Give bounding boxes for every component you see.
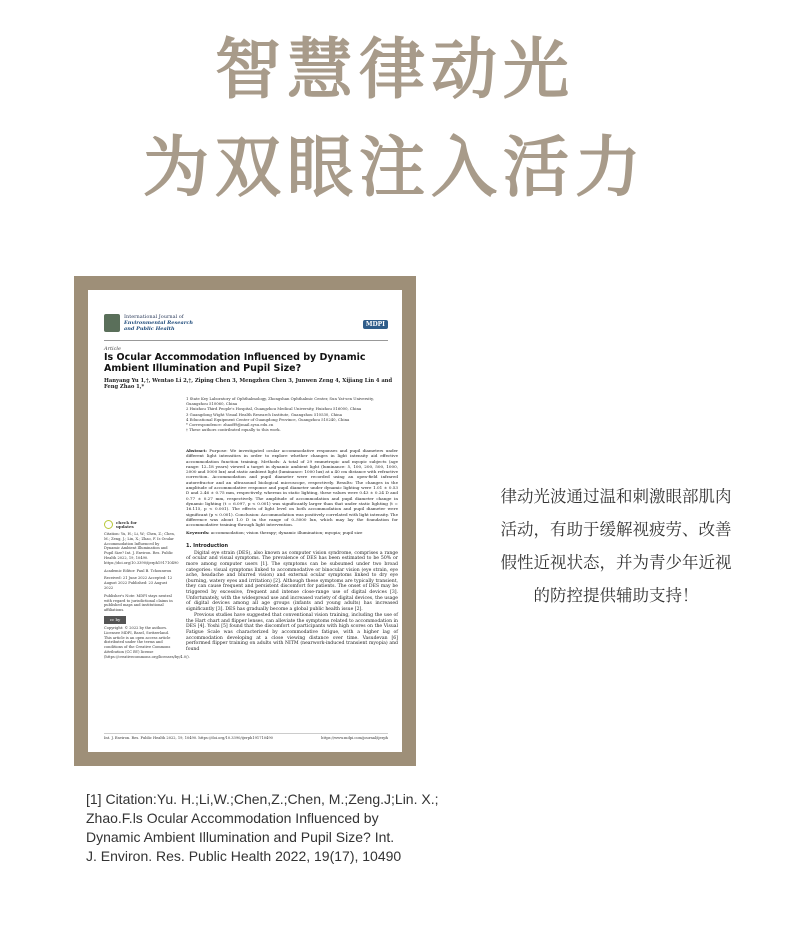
side-dates: Received: 21 June 2022 Accepted: 12 August 2022 Published: 23 August 2022 — [104, 576, 173, 590]
side-editor: Academic Editor: Paul B. Tchounwou — [104, 568, 172, 573]
main-column — [186, 448, 398, 653]
description-line: 律动光波通过温和刺激眼部肌肉 — [500, 487, 732, 506]
citation-line: Zhao.F.ls Ocular Accommodation Influenced by — [86, 810, 379, 826]
journal-prefix: International Journal of — [124, 314, 184, 320]
paper-footer — [104, 733, 388, 740]
intro-heading: 1. Introduction — [186, 542, 229, 549]
paper-frame — [74, 276, 416, 766]
description-text — [456, 480, 776, 612]
affiliation-row: * Correspondence: zhaoff9@mail.sysu.edu.cn — [186, 422, 274, 428]
affiliations — [186, 396, 396, 432]
citation-line: [1] Citation:Yu. H.;Li,W.;Chen,Z.;Chen, M.;Zeng.J;Lin. X.; — [86, 791, 439, 807]
paper-title: Is Ocular Accommodation Influenced by Dynamic Ambient Illumination and Pupil Size? — [104, 352, 366, 374]
affiliation-row: 2 Huizhou Third People's Hospital, Guangzhou Medical University, Huizhou 516000, China — [186, 406, 362, 412]
citation-line: Dynamic Ambient Illumination and Pupil Size? Int. — [86, 829, 395, 845]
check-updates-icon — [104, 520, 113, 529]
journal-header — [104, 314, 388, 340]
headline-line-2: 为双眼注入活力 — [143, 129, 647, 206]
abstract-text: Purpose: We investigated ocular accommodative responses and pupil diameters under different light intensities in order to explore whether changes in light intensity aid effective accommodation function training. Methods: A total of 29 emmetropic and myopic subjects (age range: 12–18 years) viewed a target in dynamic ambient light (luminance: 5, 100, 200, 500, 1000, 2000 and 5000 lux) and static ambient light (luminance: 1000 lux) at a 40 cm distance with refractive correction. Accommodation and pupil diameter were recorded using an open-field infrared autorefractor and an ultrasound biological microscope, respectively. Results: The changes in the amplitude of accommodative response and pupil diameter under dynamic lighting were 1.01 ± 0.53 D and 2.46 ± 0.75 mm, respectively, whereas in static lighting, these values were 0.43 ± 0.24 D and 0.77 ± 0.27 mm, respectively. The amplitude of accommodation and pupil diameter change in dynamic lighting (t = 6.097, p < 0.001) was significantly larger than that under static lighting (t = 16.115, p < 0.001). The effects of light level on both accommodation and pupil diameter were significant (p < 0.001). Conclusion: Accommodation was positively correlated with light intensity. The difference was about 1.0 D in the range of 0–5000 lux, which may lay the foundation for accommodative training through light intervention. — [186, 448, 398, 528]
side-copyright: Copyright: © 2022 by the authors. Licensee MDPI, Basel, Switzerland. This article is an open access article distributed under the terms and conditions of the Creative Commons Attribution (CC BY) license (https://creativecommons.org/licenses/by/4.0/). — [104, 625, 190, 659]
abstract-label: Abstract: — [186, 448, 207, 453]
keywords — [186, 530, 398, 535]
journal-name-2: and Public Health — [124, 326, 175, 332]
check-updates-line-2: updates — [116, 523, 134, 529]
footer-right: https://www.mdpi.com/journal/ijerph — [321, 736, 388, 740]
affiliation-row: 3 Guangdong Wight Visual Health Research Institute, Guangzhou 510530, China — [186, 411, 343, 417]
keywords-text: accommodation; vision therapy; dynamic illumination; myopia; pupil size — [210, 530, 363, 536]
journal-name-1: Environmental Research — [124, 320, 194, 326]
side-citation: Citation: Yu, H.; Li, W.; Chen, Z.; Chen, M.; Zeng, J.; Lin, X.; Zhao, F. Is Ocular Accommodation Influenced by Dynamic Ambient Illumination and Pupil Size? Int. J. Environ. Res. Public Health 2022, 19, 10490. https://doi.org/10.3390/ijerph191710490 — [104, 532, 179, 565]
affiliation-row: 4 Educational Equipment Center of Guangdong Province, Guangzhou 510240, China — [186, 416, 350, 422]
citation-line: J. Environ. Res. Public Health 2022, 19(17), 10490 — [86, 848, 402, 864]
article-label: Article — [104, 346, 121, 352]
side-column — [104, 519, 190, 663]
affiliation-row: 1 State Key Laboratory of Ophthalmology, Zhongshan Ophthalmic Center, Sun Yat-sen University, — [186, 396, 374, 401]
footer-left: Int. J. Environ. Res. Public Health 2022, 19, 10490. https://doi.org/10.3390/ijerph191710490 — [104, 736, 273, 740]
intro-paragraph: Previous studies have suggested that conventional vision training, including the use of the Hart chart and flipper lenses, can alleviate the symptoms related to accommodation in DES [4]. Yoshi [5] found that the discomfort of participants with high scores on the Visual Fatigue Scale was characterized by accommodative fatigue, with a higher lag of accommodation developing at a close viewing distance over time. Vasudevan [6] performed flipper training on adults with NITM (nearwork-induced transient myopia) and found — [186, 613, 398, 652]
paper-authors: Hanyang Yu 1,†, Wentao Li 2,†, Ziping Chen 3, Mengzhen Chen 3, Junwen Zeng 4, Xijiang Lin 4 and Feng Zhao 1,* — [104, 378, 393, 390]
check-for-updates[interactable] — [104, 520, 176, 529]
header-divider — [104, 340, 388, 341]
side-publisher-note: Publisher's Note: MDPI stays neutral with regard to jurisdictional claims in published maps and institutional affiliations. — [104, 593, 173, 613]
journal-logo-icon — [104, 314, 120, 332]
description-line: 假性近视状态，并为青少年近视 — [500, 553, 732, 572]
publisher-logo: MDPI — [363, 320, 388, 329]
headline-line-1: 智慧律动光 — [215, 31, 575, 108]
description-line: 的防控提供辅助支持！ — [533, 586, 699, 605]
keywords-label: Keywords: — [186, 530, 210, 536]
citation-footnote — [86, 790, 466, 866]
description-line: 活动，有助于缓解视疲劳、改善 — [500, 520, 732, 539]
affiliation-row: Guangzhou 510060, China — [186, 401, 238, 407]
check-updates-line-1: check for — [116, 519, 137, 525]
abstract — [186, 448, 398, 527]
cc-license-icon: cc by — [104, 616, 126, 624]
intro-paragraph: Digital eye strain (DES), also known as computer vision syndrome, comprises a range of ocular and visual symptoms. The prevalence of DES has been estimated to be 50% or more among computer users [1]. The symptoms can be subsumed under two broad categories: visual symptoms linked to accommodative or binocular vision (eye strain, eye ache, headache and blurred vision) and external ocular symptoms linked to dry eye (burning, watery eyes and irritation) [2]. Although these symptoms are typically transient, they can cause frequent and persistent discomfort for patients. The onset of DES may be triggered by excessive, frequent and intense close-range use of digital devices [3]. Unfortunately, with the widespread use and increased variety of digital devices, the usage of digital devices among all age groups (infants and young adults) has increased significantly [3]. DES has gradually become a global public health issue [2]. — [186, 550, 398, 612]
paper-page — [88, 290, 402, 752]
affiliation-row: † These authors contributed equally to this work. — [186, 427, 281, 433]
